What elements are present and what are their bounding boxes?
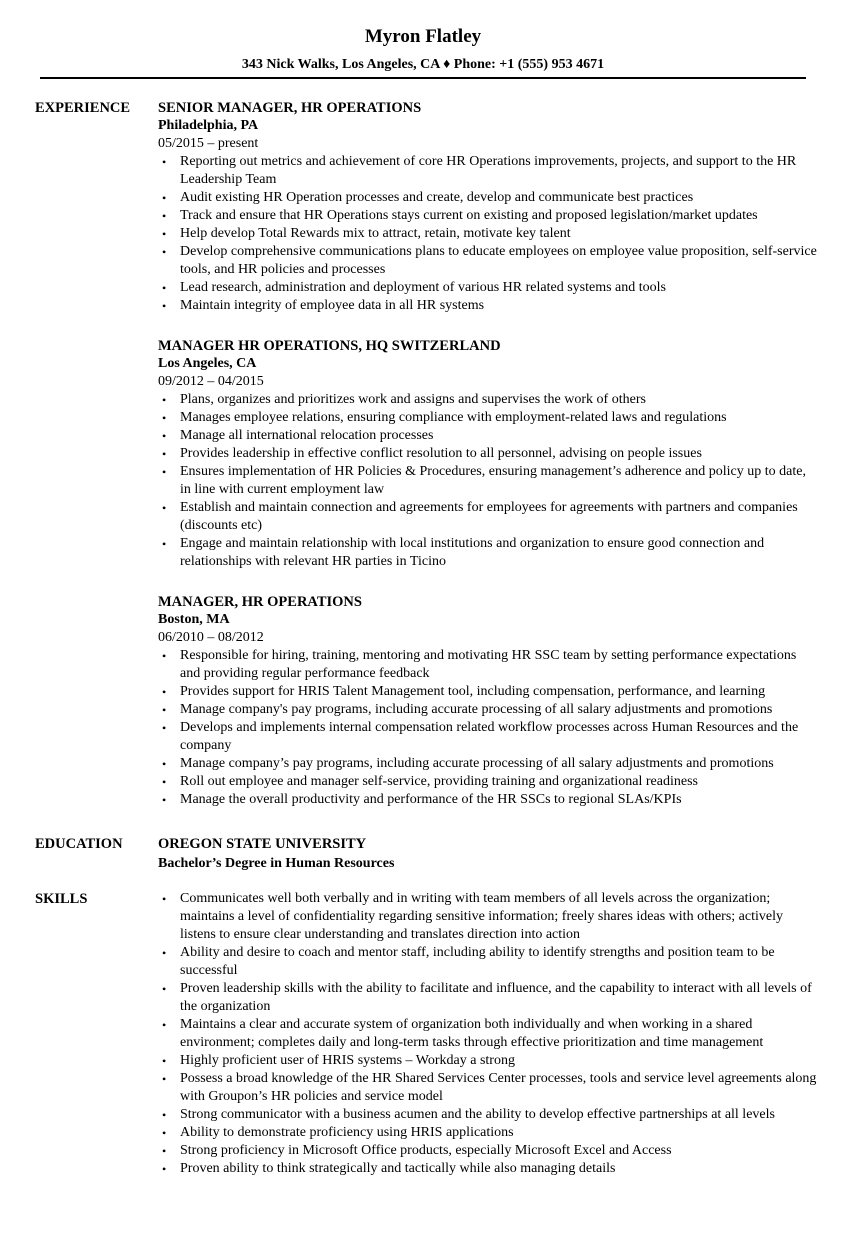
skill-text: Strong communicator with a business acumen and the ability to develop effective partnerships at all levels (180, 1107, 775, 1122)
skill-text: Highly proficient user of HRIS systems – Workday a strong (180, 1053, 515, 1068)
skill-item (158, 980, 818, 1016)
bullet-icon: • (162, 209, 167, 223)
bullet-text: Responsible for hiring, training, mentoring and motivating HR SSC team by setting performance expectations and providing regular performance feedback (180, 648, 797, 681)
bullet-icon: • (162, 892, 167, 906)
section-label-skills: SKILLS (35, 891, 88, 907)
section-label-experience: EXPERIENCE (35, 100, 131, 116)
job-entry (158, 99, 818, 315)
skill-item (158, 1160, 818, 1178)
header-divider (40, 77, 806, 79)
bullet-icon: • (162, 245, 167, 259)
skill-text: Possess a broad knowledge of the HR Shared Services Center processes, tools and service level agreements along with Groupon’s HR policies and service model (180, 1071, 817, 1104)
skill-text: Maintains a clear and accurate system of organization both individually and when working in a shared environment; completes daily and long-term tasks through effective prioritization and time management (180, 1017, 764, 1050)
bullet-text: Track and ensure that HR Operations stays current on existing and proposed legislation/market updates (180, 208, 758, 223)
bullet-item (158, 409, 818, 427)
bullet-icon: • (162, 1126, 167, 1140)
bullet-icon: • (162, 299, 167, 313)
bullet-icon: • (162, 429, 167, 443)
bullet-icon: • (162, 1108, 167, 1122)
skills-list (158, 890, 818, 1178)
skill-item (158, 1052, 818, 1070)
bullet-icon: • (162, 501, 167, 515)
skill-text: Proven leadership skills with the ability to facilitate and influence, and the capability to interact with all levels of the organization (180, 981, 812, 1014)
bullet-text: Reporting out metrics and achievement of core HR Operations improvements, projects, and support to the HR Leadership Team (180, 154, 797, 187)
bullet-icon: • (162, 946, 167, 960)
bullet-icon: • (162, 703, 167, 717)
bullet-text: Maintain integrity of employee data in all HR systems (180, 298, 485, 313)
job-title: SENIOR MANAGER, HR OPERATIONS (158, 100, 422, 116)
education-section (35, 835, 825, 873)
bullet-text: Provides support for HRIS Talent Management tool, including compensation, performance, and learning (180, 684, 766, 699)
bullet-item (158, 225, 818, 243)
experience-section (35, 99, 825, 809)
bullet-text: Manage company's pay programs, including accurate processing of all salary adjustments and promotions (180, 702, 773, 717)
skill-text: Ability to demonstrate proficiency using HRIS applications (180, 1125, 514, 1140)
bullet-item (158, 647, 818, 683)
skill-item (158, 1142, 818, 1160)
skills-list-wrap (158, 890, 818, 1178)
bullet-text: Plans, organizes and prioritizes work and assigns and supervises the work of others (180, 392, 646, 407)
bullet-icon: • (162, 155, 167, 169)
contact-line: 343 Nick Walks, Los Angeles, CA ♦ Phone: +1 (555) 953 4671 (241, 57, 605, 72)
bullet-item (158, 463, 818, 499)
bullet-item (158, 189, 818, 207)
candidate-name: Myron Flatley (364, 26, 482, 47)
skill-item (158, 1070, 818, 1106)
education-entry (158, 835, 818, 873)
experience-list (158, 99, 818, 809)
bullet-item (158, 791, 818, 809)
bullet-icon: • (162, 793, 167, 807)
school-name: OREGON STATE UNIVERSITY (158, 836, 367, 852)
job-entry (158, 593, 818, 809)
bullet-text: Help develop Total Rewards mix to attract, retain, motivate key talent (180, 226, 571, 241)
job-bullets (158, 391, 818, 571)
bullet-icon: • (162, 1072, 167, 1086)
bullet-icon: • (162, 1054, 167, 1068)
bullet-item (158, 755, 818, 773)
bullet-text: Ensures implementation of HR Policies & Procedures, ensuring management’s adherence and policy up to date, in line with current employment law (180, 464, 806, 497)
bullet-icon: • (162, 465, 167, 479)
bullet-item (158, 701, 818, 719)
job-title: MANAGER HR OPERATIONS, HQ SWITZERLAND (158, 338, 501, 354)
skill-item (158, 1016, 818, 1052)
bullet-text: Manage company’s pay programs, including accurate processing of all salary adjustments and promotions (180, 756, 774, 771)
bullet-item (158, 719, 818, 755)
bullet-text: Provides leadership in effective conflict resolution to all personnel, advising on people issues (180, 446, 702, 461)
job-bullets (158, 647, 818, 809)
bullet-icon: • (162, 447, 167, 461)
skill-text: Proven ability to think strategically and tactically while also managing details (180, 1161, 616, 1176)
job-dates: 09/2012 – 04/2015 (158, 374, 264, 389)
bullet-icon: • (162, 191, 167, 205)
bullet-item (158, 445, 818, 463)
bullet-item (158, 535, 818, 571)
bullet-icon: • (162, 1144, 167, 1158)
bullet-item (158, 207, 818, 225)
bullet-text: Manages employee relations, ensuring compliance with employment-related laws and regulations (180, 410, 727, 425)
bullet-icon: • (162, 1018, 167, 1032)
skill-text: Strong proficiency in Microsoft Office products, especially Microsoft Excel and Access (180, 1143, 672, 1158)
degree-name: Bachelor’s Degree in Human Resources (158, 856, 395, 871)
bullet-text: Manage all international relocation processes (180, 428, 434, 443)
bullet-icon: • (162, 685, 167, 699)
bullet-icon: • (162, 757, 167, 771)
bullet-item (158, 279, 818, 297)
job-dates: 05/2015 – present (158, 136, 259, 151)
job-dates: 06/2010 – 08/2012 (158, 630, 264, 645)
bullet-text: Develop comprehensive communications plans to educate employees on employee value proposition, self-service tools, and HR policies and processes (180, 244, 817, 277)
job-entry (158, 337, 818, 571)
job-location: Boston, MA (158, 612, 230, 627)
job-location: Los Angeles, CA (158, 356, 257, 371)
skill-item (158, 890, 818, 944)
bullet-text: Roll out employee and manager self-service, providing training and organizational readiness (180, 774, 698, 789)
bullet-item (158, 391, 818, 409)
bullet-text: Audit existing HR Operation processes and create, develop and communicate best practices (180, 190, 694, 205)
skill-text: Ability and desire to coach and mentor staff, including ability to identify strengths and position team to be successful (180, 945, 775, 978)
job-title: MANAGER, HR OPERATIONS (158, 594, 362, 610)
bullet-icon: • (162, 1162, 167, 1176)
bullet-icon: • (162, 649, 167, 663)
bullet-text: Engage and maintain relationship with local institutions and organization to ensure good connection and relationships with relevant HR parties in Ticino (180, 536, 765, 569)
bullet-item (158, 153, 818, 189)
bullet-icon: • (162, 537, 167, 551)
skill-item (158, 1124, 818, 1142)
bullet-item (158, 243, 818, 279)
bullet-text: Lead research, administration and deployment of various HR related systems and tools (180, 280, 666, 295)
skill-item (158, 944, 818, 980)
job-location: Philadelphia, PA (158, 118, 259, 133)
job-bullets (158, 153, 818, 315)
bullet-icon: • (162, 775, 167, 789)
bullet-icon: • (162, 982, 167, 996)
bullet-item (158, 773, 818, 791)
bullet-item (158, 499, 818, 535)
bullet-text: Manage the overall productivity and performance of the HR SSCs to regional SLAs/KPIs (180, 792, 682, 807)
bullet-icon: • (162, 393, 167, 407)
skill-item (158, 1106, 818, 1124)
bullet-text: Develops and implements internal compensation related workflow processes across Human Resources and the company (180, 720, 799, 753)
skill-text: Communicates well both verbally and in writing with team members of all levels across the organization; maintains a level of confidentiality regarding sensitive information; freely shares ideas with others; actively listens to ensure clear understanding and translates direction into action (180, 891, 783, 942)
section-label-education: EDUCATION (35, 836, 123, 852)
bullet-icon: • (162, 281, 167, 295)
bullet-item (158, 683, 818, 701)
bullet-icon: • (162, 227, 167, 241)
resume-header (40, 26, 806, 73)
bullet-item (158, 297, 818, 315)
skills-section (35, 890, 825, 1178)
bullet-item (158, 427, 818, 445)
bullet-icon: • (162, 721, 167, 735)
bullet-text: Establish and maintain connection and agreements for employees for agreements with partners and companies (discounts etc) (180, 500, 798, 533)
bullet-icon: • (162, 411, 167, 425)
